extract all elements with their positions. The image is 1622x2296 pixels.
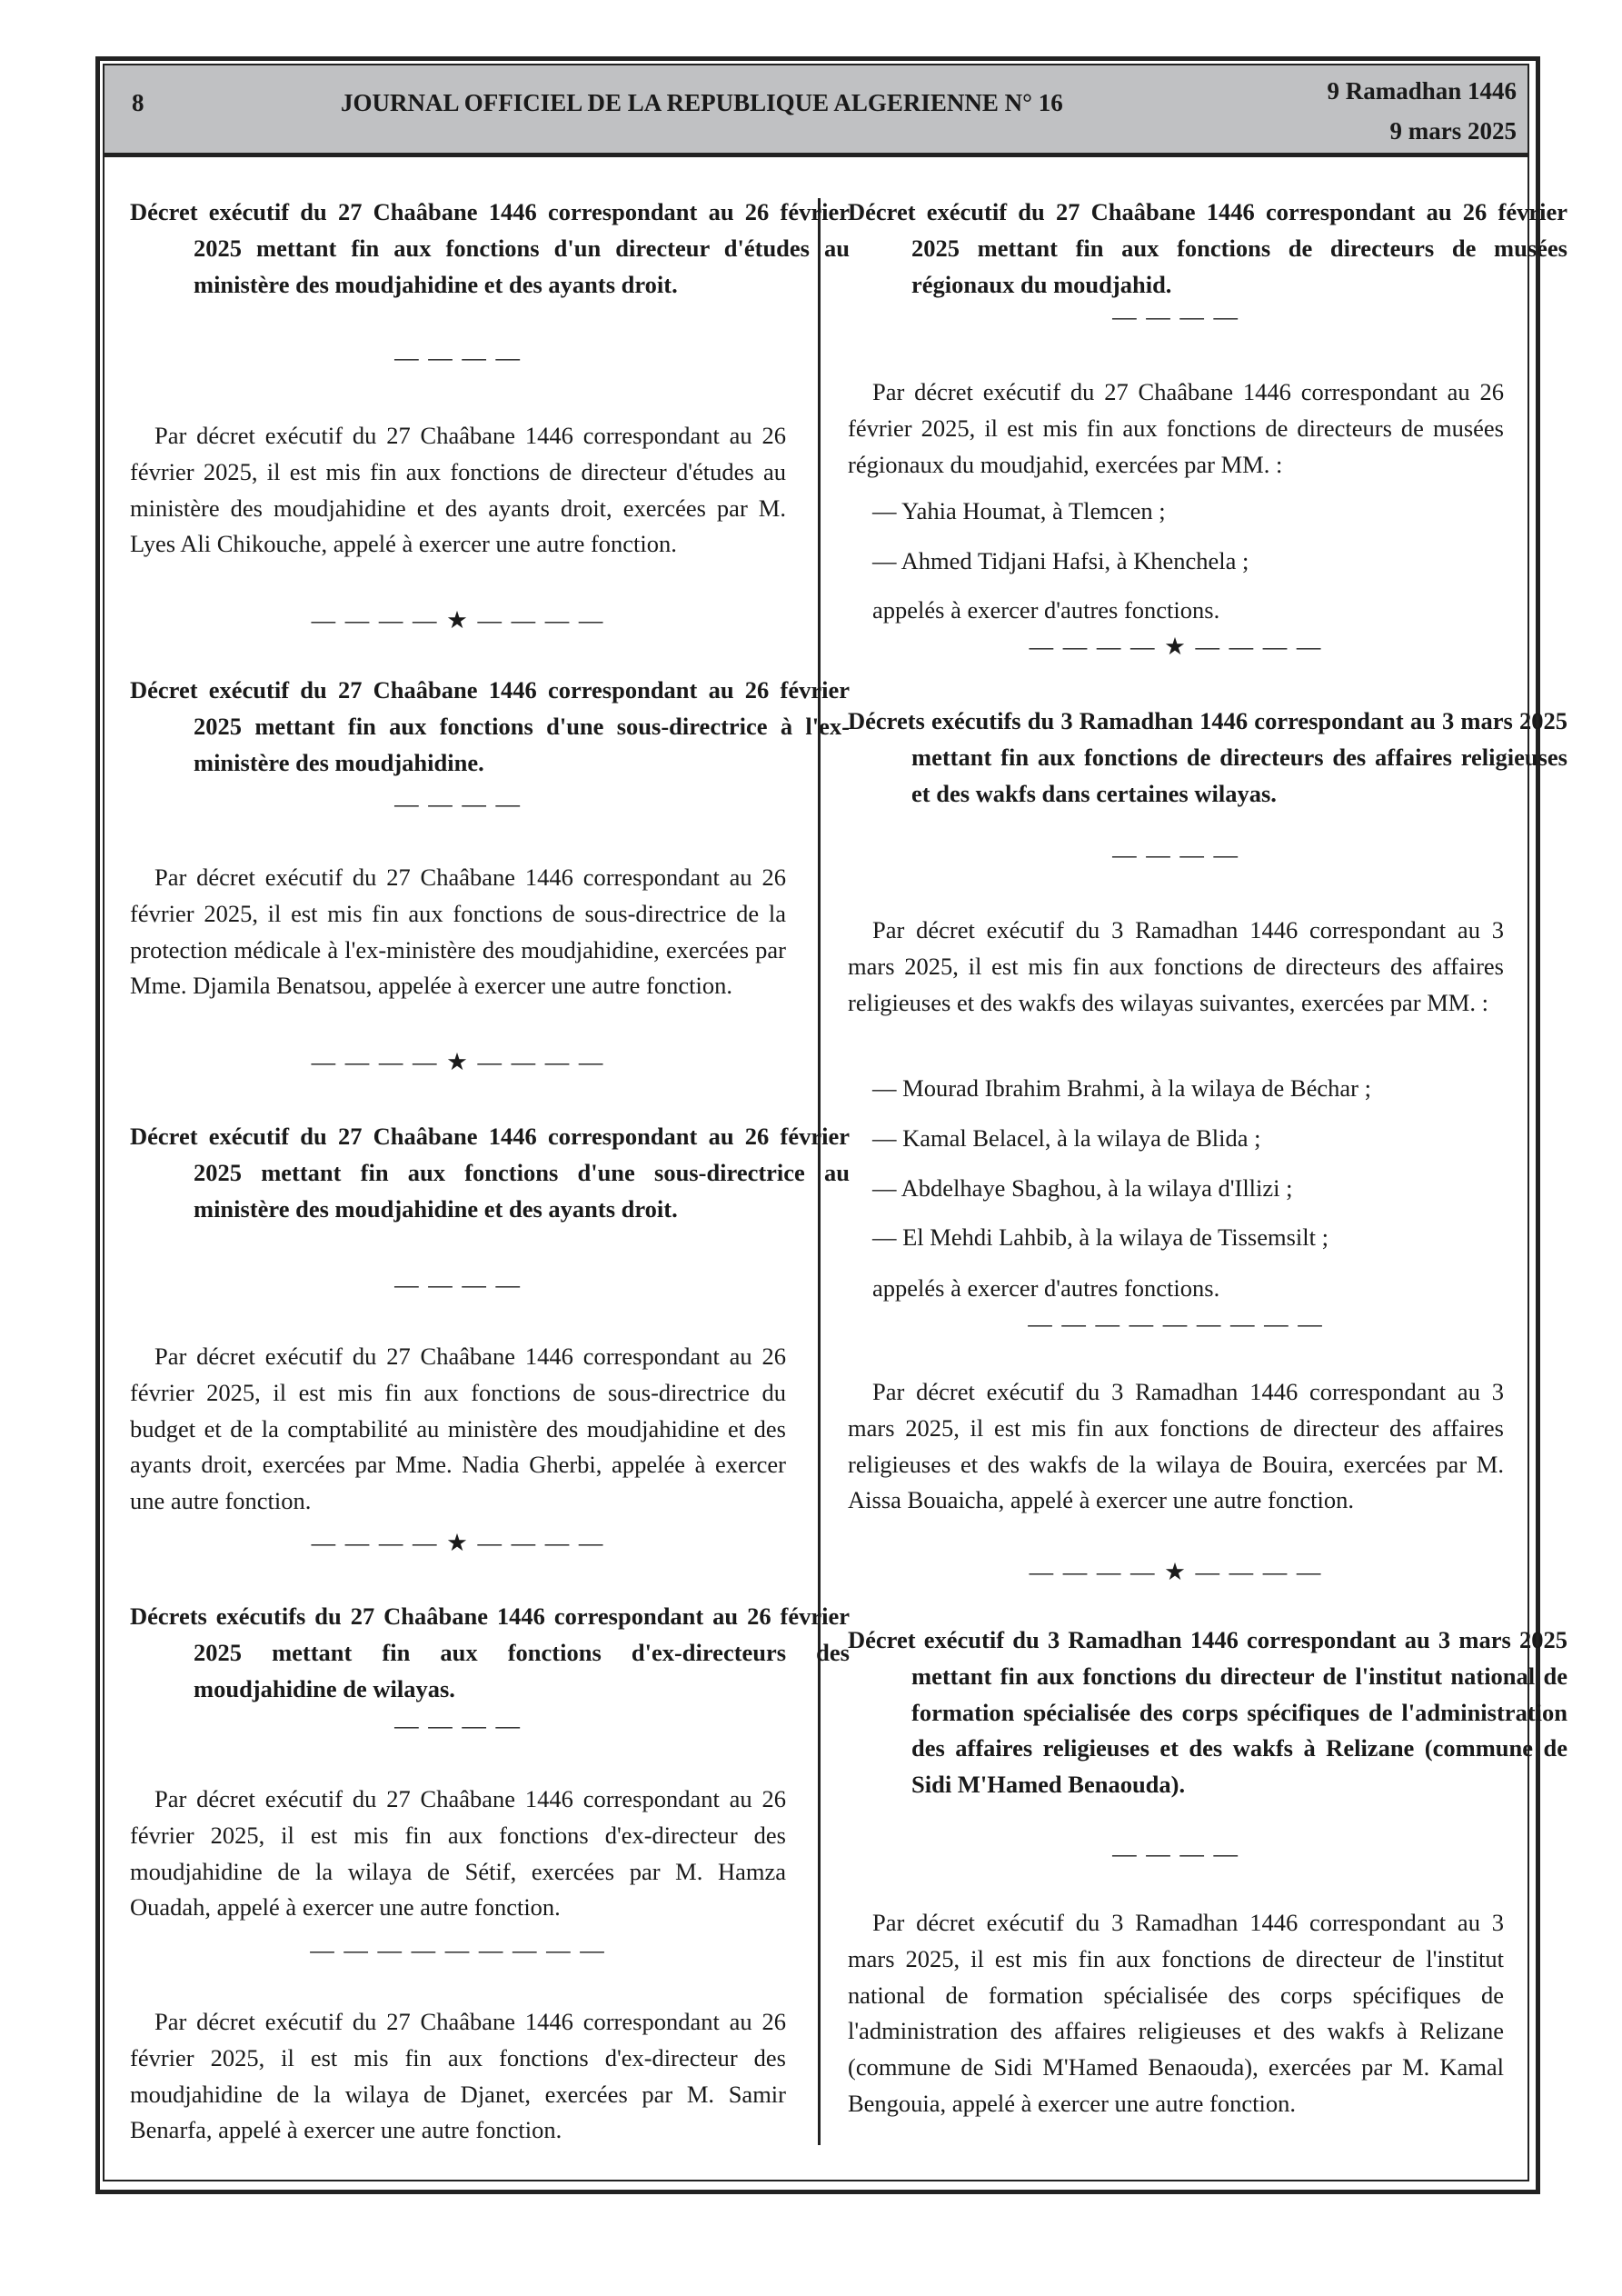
decree-text: Par décret exécutif du 27 Chaâbane 1446 correspondant au 26 février 2025, il est mis fin aux fonctions de directeurs de musées régionaux du moudjahid, exercées par MM. : bbox=[848, 378, 1504, 478]
list-item: — Abdelhaye Sbaghou, à la wilaya d'Illizi ; bbox=[872, 1174, 1293, 1202]
issue-date bbox=[1327, 71, 1517, 151]
page-number: 8 bbox=[132, 89, 144, 116]
separator: — — — — bbox=[1112, 841, 1239, 868]
separator: — — — — bbox=[394, 1271, 522, 1298]
star-separator: — — — — ★ — — — — bbox=[311, 606, 605, 634]
star-separator: — — — — ★ — — — — bbox=[311, 1048, 605, 1075]
list-item: — Kamal Belacel, à la wilaya de Blida ; bbox=[872, 1124, 1261, 1152]
decree-text: Par décret exécutif du 27 Chaâbane 1446 correspondant au 26 février 2025, il est mis fin aux fonctions de sous-directrice du budget et de la comptabilité au ministère des moudjahidine et des ayants droit, exercées par Mme. Nadia Gherbi, appelée à exercer une autre fonction. bbox=[130, 1343, 786, 1515]
star-separator: — — — — ★ — — — — bbox=[1029, 633, 1323, 660]
decree-title: Décret exécutif du 27 Chaâbane 1446 correspondant au 26 février 2025 mettant fin aux fonctions d'un directeur d'études au ministère des moudjahidine et des ayants droit. bbox=[130, 198, 850, 298]
list-item: — Ahmed Tidjani Hafsi, à Khenchela ; bbox=[872, 547, 1249, 574]
gregorian-date: 9 mars 2025 bbox=[1389, 117, 1517, 145]
star-separator: — — — — ★ — — — — bbox=[1029, 1558, 1323, 1585]
separator: — — — — bbox=[394, 790, 522, 817]
star-separator: — — — — ★ — — — — bbox=[311, 1529, 605, 1556]
decree-text: Par décret exécutif du 27 Chaâbane 1446 correspondant au 26 février 2025, il est mis fin aux fonctions d'ex-directeur des moudjahidine de la wilaya de Djanet, exercées par M. Samir Benarfa, appelé à exercer une autre fonction. bbox=[130, 2008, 786, 2144]
separator: — — — — bbox=[1112, 303, 1239, 330]
journal-title: JOURNAL OFFICIEL DE LA REPUBLIQUE ALGERIENNE N° 16 bbox=[341, 89, 1063, 116]
decree-text: Par décret exécutif du 27 Chaâbane 1446 correspondant au 26 février 2025, il est mis fin aux fonctions de directeur d'études au ministère des moudjahidine et des ayants droit, exercées par M. Lyes Ali Chikouche, appelé à exercer une autre fonction. bbox=[130, 422, 786, 558]
decree-text: Par décret exécutif du 27 Chaâbane 1446 correspondant au 26 février 2025, il est mis fin aux fonctions d'ex-directeur des moudjahidine de la wilaya de Sétif, exercées par M. Hamza Ouadah, appelé à exercer une autre fonction. bbox=[130, 1785, 786, 1922]
list-item: — El Mehdi Lahbib, à la wilaya de Tissemsilt ; bbox=[872, 1223, 1328, 1251]
decree-title: Décret exécutif du 27 Chaâbane 1446 correspondant au 26 février 2025 mettant fin aux fonctions de directeurs de musées régionaux du moudjahid. bbox=[848, 198, 1567, 298]
list-item: — Mourad Ibrahim Brahmi, à la wilaya de Béchar ; bbox=[872, 1074, 1371, 1102]
long-separator: — — — — — — — — — bbox=[1028, 1310, 1324, 1337]
decree-title: Décrets exécutifs du 27 Chaâbane 1446 correspondant au 26 février 2025 mettant fin aux fonctions d'ex-directeurs des moudjahidine de wilayas. bbox=[130, 1602, 850, 1702]
decree-text: Par décret exécutif du 3 Ramadhan 1446 correspondant au 3 mars 2025, il est mis fin aux fonctions de directeur des affaires religieuses et des wakfs de la wilaya de Bouira, exercées par M. Aissa Bouaicha, appelé à exercer une autre fonction. bbox=[848, 1378, 1504, 1514]
separator: — — — — bbox=[394, 344, 522, 371]
long-separator: — — — — — — — — — bbox=[310, 1936, 606, 1963]
closing-text: appelés à exercer d'autres fonctions. bbox=[872, 1274, 1220, 1302]
decree-title: Décret exécutif du 27 Chaâbane 1446 correspondant au 26 février 2025 mettant fin aux fonctions d'une sous-directrice au ministère des moudjahidine et des ayants droit. bbox=[130, 1123, 850, 1223]
decree-title: Décrets exécutifs du 3 Ramadhan 1446 correspondant au 3 mars 2025 mettant fin aux fonctions de directeurs des affaires religieuses et des wakfs dans certaines wilayas. bbox=[848, 707, 1567, 807]
separator: — — — — bbox=[1112, 1840, 1239, 1867]
journal-header bbox=[104, 65, 1527, 157]
decree-title: Décret exécutif du 27 Chaâbane 1446 correspondant au 26 février 2025 mettant fin aux fonctions d'une sous-directrice à l'ex-ministère des moudjahidine. bbox=[130, 676, 850, 776]
decree-text: Par décret exécutif du 3 Ramadhan 1446 correspondant au 3 mars 2025, il est mis fin aux fonctions de directeurs des affaires religieuses et des wakfs des wilayas suivantes, exercées par MM. : bbox=[848, 916, 1504, 1016]
decree-text: Par décret exécutif du 3 Ramadhan 1446 correspondant au 3 mars 2025, il est mis fin aux fonctions de directeur de l'institut national de formation spécialisée des corps spécifiques de l'administration des affaires religieuses et des wakfs à Relizane (commune de Sidi M'Hamed Benaouda), exercées par M. Kamal Bengouia, appelé à exercer une autre fonction. bbox=[848, 1909, 1504, 2117]
decree-title: Décret exécutif du 3 Ramadhan 1446 correspondant au 3 mars 2025 mettant fin aux fonctions du directeur de l'institut national de formation spécialisée des corps spécifiques de l'administration des affaires religieuses et des wakfs à Relizane (commune de Sidi M'Hamed Benaouda). bbox=[848, 1626, 1567, 1799]
decree-text: Par décret exécutif du 27 Chaâbane 1446 correspondant au 26 février 2025, il est mis fin aux fonctions de sous-directrice de la protection médicale à l'ex-ministère des moudjahidine, exercées par Mme. Djamila Benatsou, appelée à exercer une autre fonction. bbox=[130, 863, 786, 1000]
list-item: — Yahia Houmat, à Tlemcen ; bbox=[872, 497, 1166, 524]
closing-text: appelés à exercer d'autres fonctions. bbox=[872, 596, 1220, 624]
separator: — — — — bbox=[394, 1712, 522, 1739]
hijri-date: 9 Ramadhan 1446 bbox=[1327, 77, 1517, 105]
